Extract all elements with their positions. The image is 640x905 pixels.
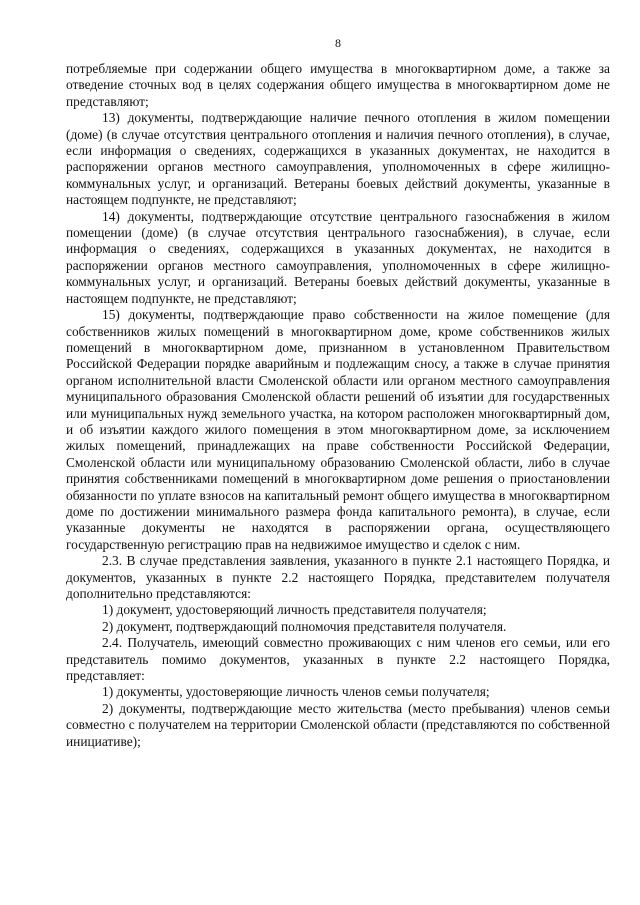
paragraph-item-15: 15) документы, подтверждающие право собственности на жилое помещение (для собственников жилых помещений в многоквартирном доме, кроме собственников жилых помещений в многоквартирном доме, признанном в установленном Правительством Российской Федерации порядке аварийным и подлежащим сносу, а также в случае принятия органом исполнительной власти Смоленской области или органом местного самоуправления муниципального образования Смоленской области решений об изъятии для государственных или муниципальных нужд земельного участка, на котором расположен многоквартирный дом, и об изъятии каждого жилого помещения в этом многоквартирном доме, за исключением жилых помещений, принадлежащих на праве собственности Российской Федерации, Смоленской области или муниципальному образованию Смоленской области, либо в случае принятия собственниками помещений в многоквартирном доме решения о приостановлении обязанности по уплате взносов на капитальный ремонт общего имущества в многоквартирном доме по достижении минимального размера фонда капитального ремонта), в случае, если указанные документы не находятся в распоряжении органа, осуществляющего государственную регистрацию прав на недвижимое имущество и сделок с ним.	[66, 307, 610, 552]
document-body	[66, 61, 610, 750]
page-number: 8	[335, 36, 341, 50]
paragraph-2-3-sub-1: 1) документ, удостоверяющий личность представителя получателя;	[102, 602, 487, 618]
paragraph-2-3: 2.3. В случае представления заявления, указанного в пункте 2.1 настоящего Порядка, и документов, указанных в пункте 2.2 настоящего Порядка, представителем получателя дополнительно представляются:	[66, 553, 610, 601]
paragraph-2-4: 2.4. Получатель, имеющий совместно проживающих с ним членов его семьи, или его представитель помимо документов, указанных в пункте 2.2 настоящего Порядка, представляет:	[66, 635, 610, 684]
paragraph-2-4-sub-2: 2) документы, подтверждающие место жительства (место пребывания) членов семьи совместно с получателем на территории Смоленской области (представляются по собственной инициативе);	[66, 700, 610, 749]
paragraph-2-4-sub-1: 1) документы, удостоверяющие личность членов семьи получателя;	[102, 684, 490, 700]
paragraph-item-13: 13) документы, подтверждающие наличие печного отопления в жилом помещении (доме) (в случае отсутствия центрального отопления и наличия печного отопления), в случае, если информация о сведениях, содержащихся в указанных документах, не находится в распоряжении органов местного самоуправления, уполномоченных в сфере жилищно-коммунальных услуг, и организаций. Ветераны боевых действий документы, указанные в настоящем подпункте, не представляют;	[66, 110, 610, 208]
paragraph-2-3-sub-2: 2) документ, подтверждающий полномочия представителя получателя.	[102, 618, 507, 634]
paragraph-item-14: 14) документы, подтверждающие отсутствие центрального газоснабжения в жилом помещении (доме) (в случае отсутствия центрального газоснабжения), в случае, если информация о сведениях, содержащихся в указанных документах, не находится в распоряжении органов местного самоуправления, уполномоченных в сфере жилищно-коммунальных услуг, и организаций. Ветераны боевых действий документы, указанные в настоящем подпункте, не представляют;	[66, 208, 610, 306]
paragraph-continuation: потребляемые при содержании общего имущества в многоквартирном доме, а также за отведение сточных вод в целях содержания общего имущества в многоквартирном доме не представляют;	[66, 61, 610, 109]
